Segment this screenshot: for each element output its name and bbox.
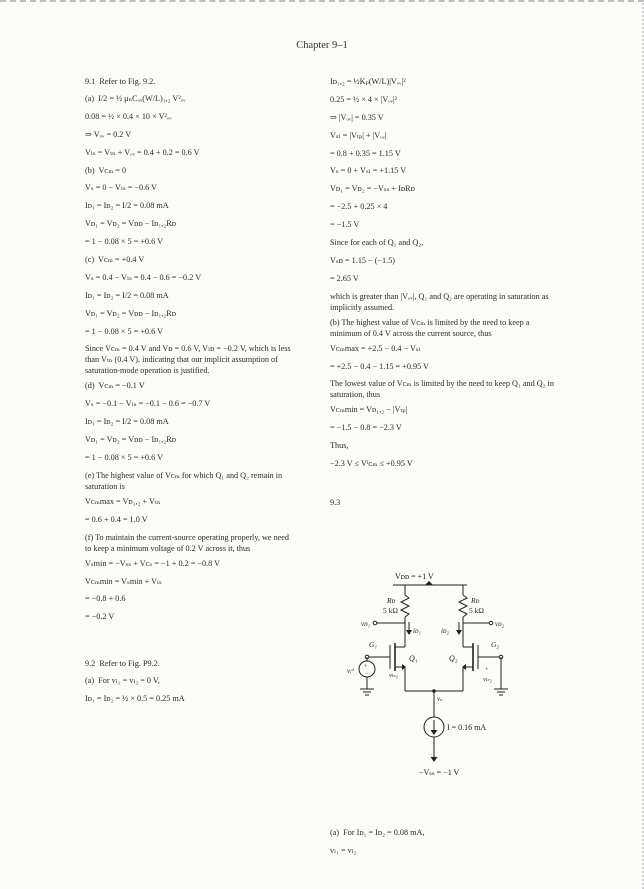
text-line: Vₛ = 0 − Vₗₛ = −0.6 V <box>85 183 158 193</box>
text-line: 0.08 = ½ × 0.4 × 10 × V²ₒᵥ <box>85 111 172 121</box>
text-line: Vᴄₘmin = Vₛmin + Vₗₛ <box>85 576 162 586</box>
rd-right-resistor <box>459 595 467 617</box>
spacer <box>330 476 560 490</box>
g2-label: G₂ <box>491 640 500 649</box>
text-line: ⇒ Vₒᵥ = 0.2 V <box>85 129 132 139</box>
id2-arrow-head <box>456 630 462 635</box>
text-line: Vᴅ₁ = Vᴅ₂ = Vᴅᴅ − Iᴅ₁,₂Rᴅ <box>85 435 176 445</box>
vss-arrow <box>431 757 438 762</box>
text-line: Vᴅ₁ = Vᴅ₂ = Vᴅᴅ − Iᴅ₁,₂Rᴅ <box>85 308 176 318</box>
left-column <box>85 76 295 711</box>
text-line: = 0.8 + 0.35 = 1.15 V <box>330 148 401 158</box>
text-line: Iᴅ₁ = Iᴅ₂ = I/2 = 0.08 mA <box>85 290 169 300</box>
problem-heading: 9.2 Refer to Fig. P9.2. <box>85 659 160 669</box>
text-line: Since for each of Q₁ and Q₂, <box>330 238 424 248</box>
circuit-diagram-9-3 <box>345 567 535 817</box>
vd1-label: vᴅ₁ <box>361 620 371 628</box>
vdd-arrow <box>425 581 433 585</box>
right-column-bottom <box>330 827 560 863</box>
text-line: = 1 − 0.08 × 5 = +0.6 V <box>85 453 163 463</box>
right-column <box>330 76 560 514</box>
vd2-label: vᴅ₂ <box>495 620 505 628</box>
vid-plus: + <box>364 664 368 670</box>
id1-arrow-head <box>406 630 412 635</box>
text-line: = 0.6 + 0.4 = 1.0 V <box>85 514 148 524</box>
vss-label: −Vₛₛ = −1 V <box>419 768 460 777</box>
rd-left-value: 5 kΩ <box>383 606 398 615</box>
text-line: Vᴄₘmin = Vᴅ₁,₂ − |Vₜₚ| <box>330 405 408 415</box>
current-source-arrow-head <box>431 730 438 735</box>
vgs2-label: vₗₛ₂ <box>483 676 492 683</box>
text-line: which is greater than |Vₒᵥ|, Q₁ and Q₂ are operating in saturation as implicitly assumed. <box>330 291 549 312</box>
text-line: = 1 − 0.08 × 5 = +0.6 V <box>85 326 163 336</box>
vd2-terminal <box>489 621 493 625</box>
text-line: (b) The highest value of Vᴄₘ is limited by the need to keep a minimum of 0.4 V across the current source, thus <box>330 317 530 338</box>
text-line: vₗ₁ = vₗ₂ <box>330 845 357 855</box>
rd-right-label: Rᴅ <box>471 596 480 605</box>
vs-label: vₛ <box>437 695 443 703</box>
text-line: Iᴅ₁ = Iᴅ₂ = ½ × 0.5 = 0.25 mA <box>85 694 185 704</box>
text-line: (f) To maintain the current-source operating properly, we need to keep a minimum voltage of 0.2 V across it, thus <box>85 532 290 553</box>
text-line: = −0.2 V <box>85 612 115 622</box>
text-line: Vᴄₘmax = +2.5 − 0.4 − Vₛₗ <box>330 343 421 353</box>
vid-label: vᵢᵈ <box>347 667 354 675</box>
text-line: Vₛₗ = |Vₜₚ| + |Vₒᵥ| <box>330 130 387 140</box>
text-line: Vᴅ₁ = Vᴅ₂ = −Vₛₛ + IᴅRᴅ <box>330 184 415 194</box>
text-line: = 1 − 0.08 × 5 = +0.6 V <box>85 237 163 247</box>
text-line: ⇒ |Vₒᵥ| = 0.35 V <box>330 112 384 122</box>
text-line: = −0.8 + 0.6 <box>85 594 126 604</box>
text-line: = +2.5 − 0.4 − 1.15 = +0.95 V <box>330 361 429 371</box>
text-line: 0.25 = ½ × 4 × |Vₒᵥ|² <box>330 94 398 104</box>
q1-label: Q₁ <box>409 654 418 663</box>
rd-left-resistor <box>401 595 409 617</box>
text-line: Iᴅ₁,₂ = ½Kₚ(W/L)|Vₒᵥ|² <box>330 77 406 86</box>
text-line: Iᴅ₁ = Iᴅ₂ = I/2 = 0.08 mA <box>85 201 169 211</box>
page-header: Chapter 9–1 <box>296 40 348 51</box>
text-line: = −2.5 + 0.25 × 4 <box>330 202 388 212</box>
text-line: (a) I/2 = ½ μₙCₒₓ(W/L)₁,₂ V²ₒᵥ <box>85 94 186 103</box>
text-line: Vₛᴅ = 1.15 − (−1.5) <box>330 255 396 265</box>
text-line: = −1.5 V <box>330 220 360 230</box>
text-line: (a) For Iᴅ₁ = Iᴅ₂ = 0.08 mA, <box>330 828 425 837</box>
text-line: −2.3 V ≤ Vᴵᴄₘ ≤ +0.95 V <box>330 459 413 469</box>
text-line: Since Vᴄₘ = 0.4 V and Vᴅ = 0.6 V, Vₗᴅ = −0.2 V, which is less than Vₜₙ (0.4 V), indicating that our implicit assumption of saturation-mode operation is justified. <box>85 344 291 376</box>
id1-label: iᴅ₁ <box>413 627 421 635</box>
text-line: The lowest value of Vᴄₘ is limited by the need to keep Q₁ and Q₂ in saturation, thus <box>330 379 554 400</box>
text-line: (e) The highest value of Vᴄₘ for which Q₁ and Q₂ remain in saturation is <box>85 470 283 491</box>
current-source-label: I = 0.16 mA <box>447 723 487 732</box>
q2-label: Q₂ <box>449 654 458 663</box>
vgs2-plus: + <box>485 667 489 673</box>
text-line: Vᴄₘmax = Vᴅ₁,₂ + Vₜₙ <box>85 496 161 506</box>
problem-heading: 9.1 Refer to Fig. 9.2. <box>85 77 156 86</box>
text-line: (a) For vₗ₁ = vₗ₂ = 0 V, <box>85 676 160 686</box>
text-line: (d) Vᴄₘ = −0.1 V <box>85 381 145 391</box>
spacer <box>85 629 295 651</box>
rd-right-value: 5 kΩ <box>469 606 484 615</box>
text-line: Vₛ = 0.4 − Vₗₛ = 0.4 − 0.6 = −0.2 V <box>85 272 202 282</box>
vd1-terminal <box>373 621 377 625</box>
text-line: = 2.65 V <box>330 273 359 283</box>
text-line: Vᴅ₁ = Vᴅ₂ = Vᴅᴅ − Iᴅ₁,₂Rᴅ <box>85 219 176 229</box>
id2-label: iᴅ₂ <box>441 627 449 635</box>
text-line: Iᴅ₁ = Iᴅ₂ = I/2 = 0.08 mA <box>85 417 169 427</box>
vid-minus: − <box>365 671 369 677</box>
g1-label: G₁ <box>369 640 378 649</box>
vdd-label: Vᴅᴅ = +1 V <box>395 572 434 581</box>
text-line: Vₗₛ = Vₜₙ + Vₒᵥ = 0.4 + 0.2 = 0.6 V <box>85 147 200 157</box>
problem-heading: 9.3 <box>330 497 341 507</box>
text-line: Vₛ = 0 + Vₛₗ = +1.15 V <box>330 166 407 176</box>
text-line: (c) Vᴄₘ = +0.4 V <box>85 255 145 265</box>
text-line: Thus, <box>330 441 349 451</box>
text-line: = −1.5 − 0.8 = −2.3 V <box>330 423 402 433</box>
text-line: Vₛmin = −Vₛₛ + Vᴄₛ = −1 + 0.2 = −0.8 V <box>85 558 221 568</box>
vgs1-label: vₗₛ₁ <box>389 672 398 679</box>
rd-left-label: Rᴅ <box>387 596 396 605</box>
text-line: (b) Vᴄₘ = 0 <box>85 165 127 175</box>
text-line: Vₛ = −0.1 − Vₗₛ = −0.1 − 0.6 = −0.7 V <box>85 399 211 409</box>
